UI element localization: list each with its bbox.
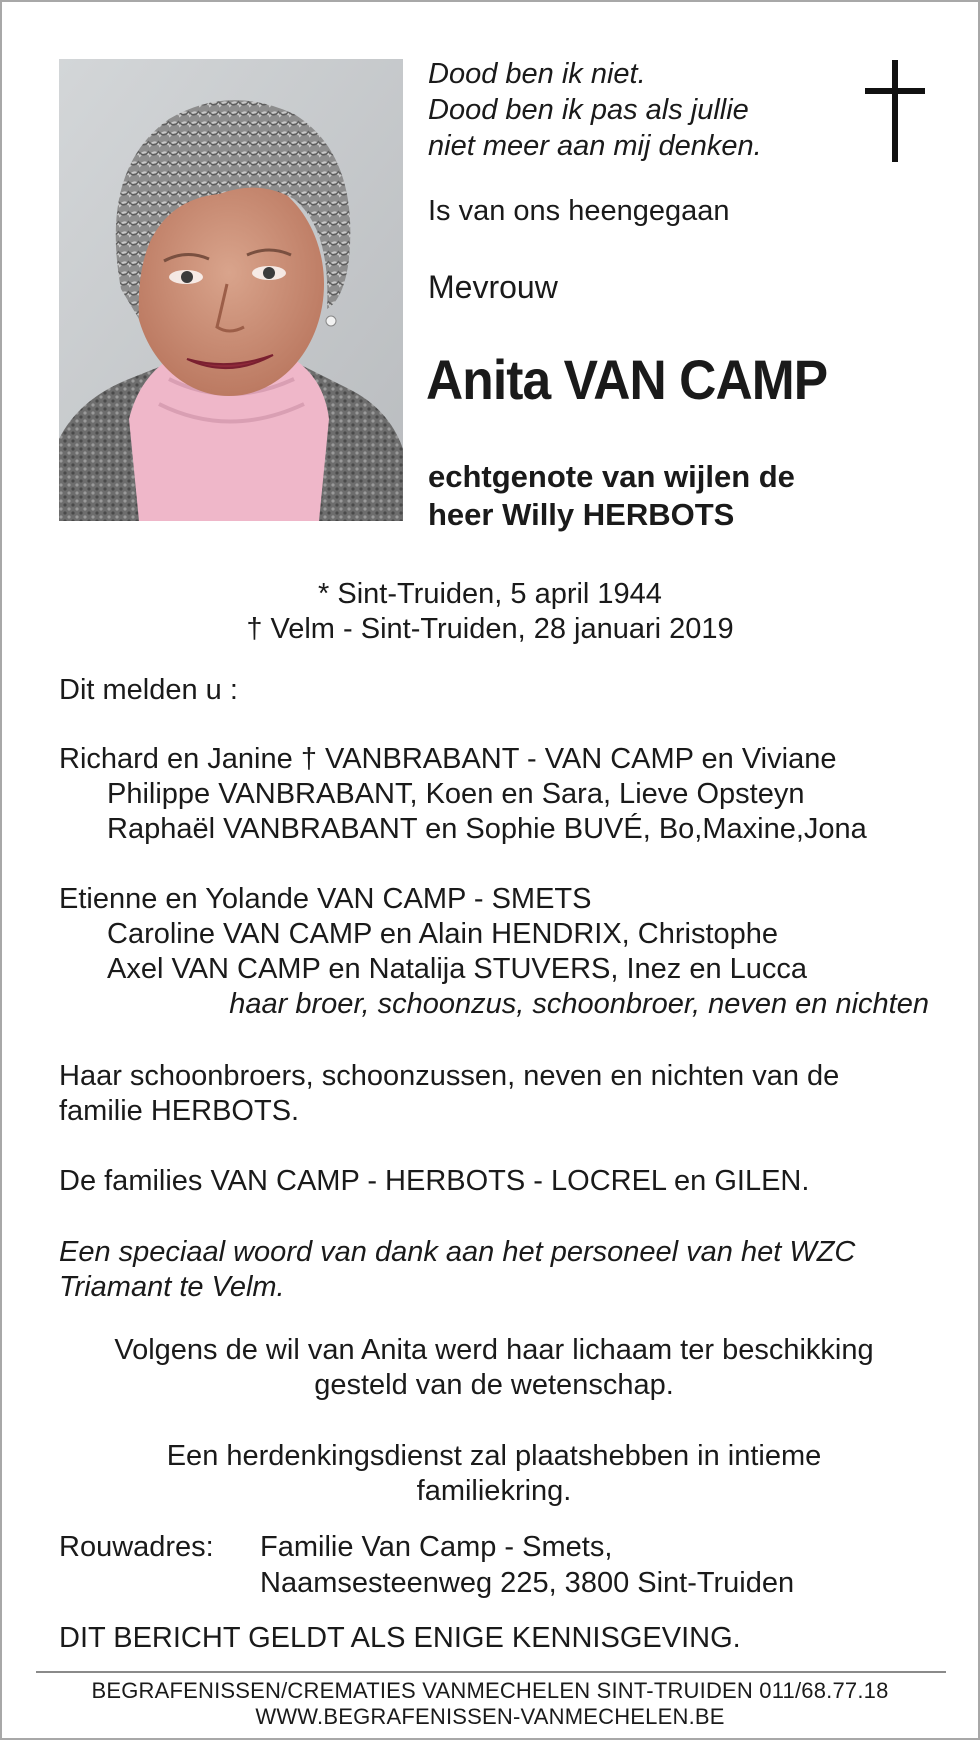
memorial-line: Een herdenkingsdienst zal plaatshebben in intieme [166, 1440, 822, 1472]
family-line: Richard en Janine † VANBRABANT - VAN CAMP en Viviane [59, 743, 837, 775]
address-label: Rouwadres: [59, 1531, 214, 1563]
inlaws-line: Haar schoonbroers, schoonzussen, neven en nichten van de [59, 1060, 840, 1092]
family-line: Etienne en Yolande VAN CAMP - SMETS [59, 883, 592, 915]
family-group-1 [59, 742, 929, 847]
spouse-info [428, 458, 795, 534]
poem-line: niet meer aan mij denken. [428, 130, 762, 162]
death-date: † Velm - Sint-Truiden, 28 januari 2019 [246, 613, 734, 645]
thanks-line: Triamant te Velm. [59, 1271, 285, 1303]
relation-line: haar broer, schoonzus, schoonbroer, neven en nichten [229, 988, 929, 1020]
life-dates [2, 577, 978, 647]
address-value [260, 1529, 794, 1601]
footer [2, 1678, 978, 1730]
poem-line: Dood ben ik pas als jullie [428, 94, 749, 126]
announce-text: Dit melden u : [59, 674, 238, 706]
science-line: Volgens de wil van Anita werd haar lichaam ter beschikking [114, 1334, 874, 1366]
family-line: Raphaël VANBRABANT en Sophie BUVÉ, Bo,Maxine,Jona [107, 813, 867, 845]
salutation: Mevrouw [428, 269, 558, 305]
address-line: Naamsesteenweg 225, 3800 Sint-Truiden [260, 1567, 795, 1599]
deceased-name: Anita VAN CAMP [426, 348, 828, 411]
family-group-2 [59, 882, 929, 1022]
inlaws-line: familie HERBOTS. [59, 1095, 300, 1127]
poem [428, 56, 848, 164]
spouse-line: heer Willy HERBOTS [428, 497, 735, 532]
portrait-photo [59, 59, 403, 521]
funeral-home-website[interactable]: WWW.BEGRAFENISSEN-VANMECHELEN.BE [255, 1704, 725, 1729]
notice-text: DIT BERICHT GELDT ALS ENIGE KENNISGEVING. [59, 1622, 741, 1654]
thanks-text [59, 1235, 929, 1305]
science-line: gesteld van de wetenschap. [314, 1369, 674, 1401]
address-line: Familie Van Camp - Smets, [260, 1531, 613, 1563]
inlaws-text [59, 1059, 929, 1129]
intro-text: Is van ons heengegaan [428, 195, 730, 227]
poem-line: Dood ben ik niet. [428, 58, 646, 90]
science-text [59, 1333, 929, 1403]
spouse-line: echtgenote van wijlen de [428, 459, 795, 494]
footer-divider [36, 1671, 946, 1673]
memorial-text [59, 1439, 929, 1509]
thanks-line: Een speciaal woord van dank aan het personeel van het WZC [59, 1236, 856, 1268]
cross-icon [865, 60, 925, 162]
family-line: Axel VAN CAMP en Natalija STUVERS, Inez en Lucca [107, 953, 808, 985]
family-line: Philippe VANBRABANT, Koen en Sara, Lieve Opsteyn [107, 778, 805, 810]
family-line: Caroline VAN CAMP en Alain HENDRIX, Christophe [107, 918, 779, 950]
families-text: De families VAN CAMP - HERBOTS - LOCREL en GILEN. [59, 1165, 810, 1197]
portrait-illustration [59, 59, 403, 521]
birth-date: * Sint-Truiden, 5 april 1944 [318, 578, 662, 610]
funeral-home-line: BEGRAFENISSEN/CREMATIES VANMECHELEN SINT-TRUIDEN 011/68.77.18 [91, 1678, 889, 1703]
memorial-line: familiekring. [416, 1475, 572, 1507]
